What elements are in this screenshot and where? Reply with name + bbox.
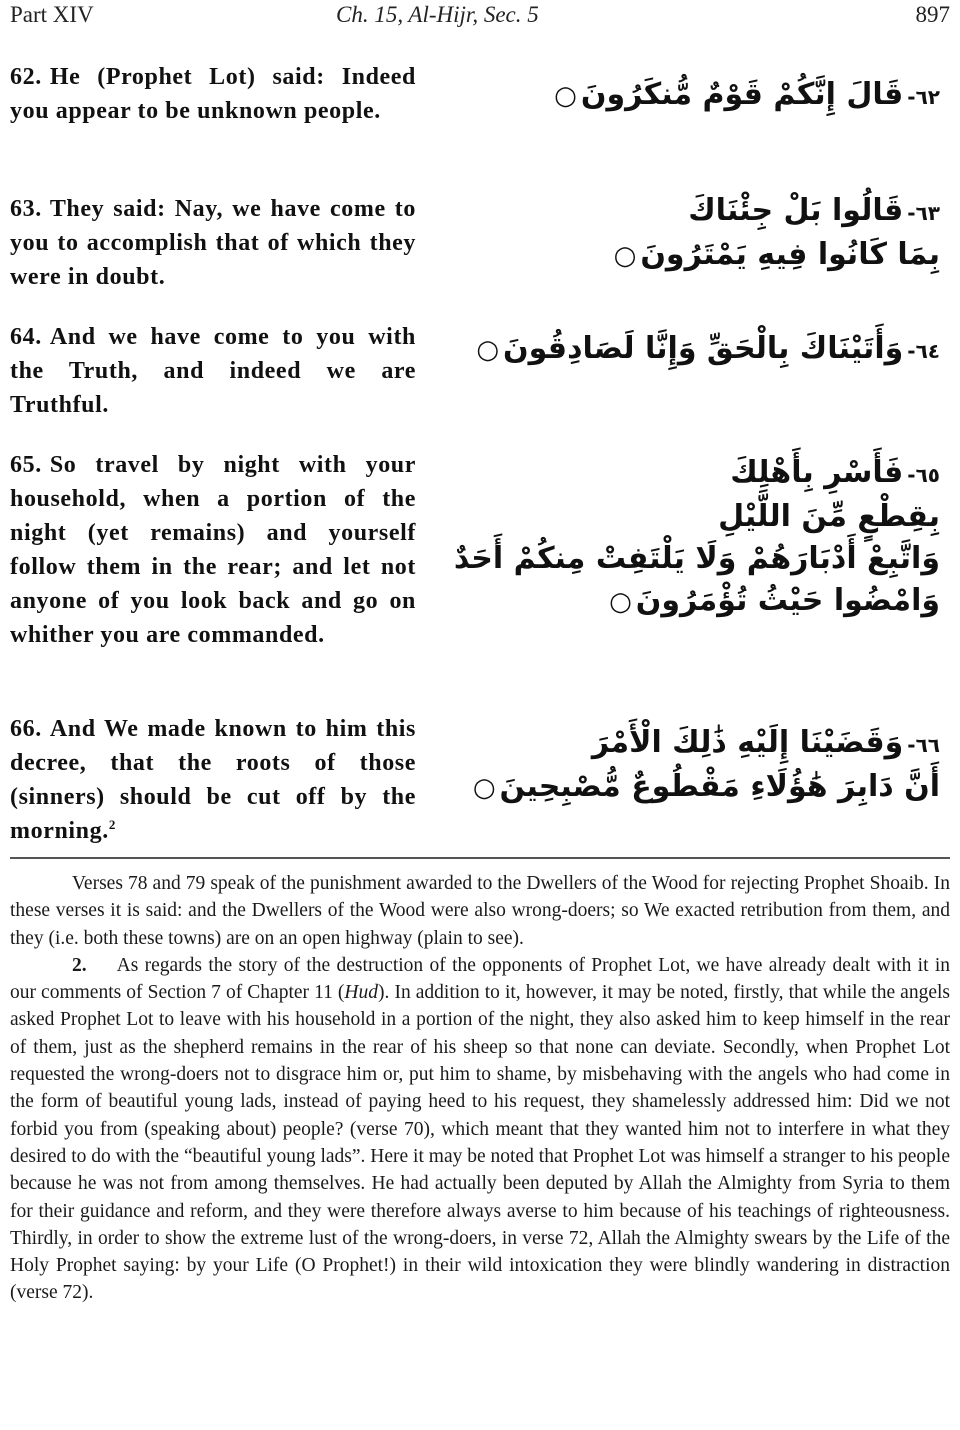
footnote-marker[interactable]: 2 [108, 817, 116, 832]
arabic-line: بِمَا كَانُوا فِيهِ يَمْتَرُونَ○ [613, 237, 940, 272]
verse-end-icon: ○ [476, 335, 500, 365]
verse-translation [10, 192, 416, 294]
verse-number: 64. [10, 324, 42, 350]
verse-number: 65. [10, 452, 42, 478]
arabic-line: وَاتَّبِعْ أَدْبَارَهُمْ وَلَا يَلْتَفِتْ مِنكُمْ أَحَدٌ [453, 541, 940, 576]
verse-arabic [500, 74, 940, 118]
verse-translation [10, 712, 416, 848]
page-header [10, 2, 950, 34]
verse-text: He (Prophet Lot) said: Indeed you appear to be unknown people. [10, 64, 416, 124]
verse-number: 66. [10, 716, 42, 742]
chapter-title: Ch. 15, Al-Hijr, Sec. 5 [336, 2, 539, 27]
arabic-verse-number: ٦٤- [907, 339, 940, 363]
verse-arabic [453, 452, 940, 623]
page-number: 897 [915, 2, 950, 27]
part-label: Part XIV [10, 2, 94, 27]
footnote-divider [10, 857, 950, 859]
verse-arabic [476, 328, 940, 372]
arabic-line: ٦٥-فَأَسْرِ بِأَهْلِكَ [730, 455, 940, 490]
verse-end-icon: ○ [613, 241, 637, 271]
arabic-line: بِقِطْعٍ مِّنَ اللَّيْلِ [718, 499, 940, 534]
verse-text: So travel by night with your household, when a portion of the night (yet remains) and yourself follow them in the rear; and let not anyone of you look back and go on whither you are commanded. [10, 452, 416, 648]
verse-arabic [472, 722, 940, 809]
verse-arabic [500, 190, 940, 277]
footnote-number: 2. [72, 954, 87, 976]
arabic-line: ٦٦-وَقَضَيْنَا إِلَيْهِ ذَٰلِكَ الْأَمْرَ [591, 725, 940, 760]
arabic-line: أَنَّ دَابِرَ هَٰؤُلَاءِ مَقْطُوعٌ مُّصْبِحِينَ○ [472, 769, 940, 804]
footnote-continuation: Verses 78 and 79 speak of the punishment awarded to the Dwellers of the Wood for rejecting Prophet Shoaib. In these verses it is said: and the Dwellers of the Wood were also wrong-doers; so We exacted retribution from them, and they (i.e. both these towns) are on an open highway (plain to see). [10, 873, 950, 949]
arabic-verse-number: ٦٦- [907, 733, 940, 757]
chapter-reference: Hud [344, 982, 379, 1004]
verse-translation [10, 320, 416, 422]
arabic-verse-number: ٦٥- [907, 463, 940, 487]
arabic-line: ٦٣-قَالُوا بَلْ جِئْنَاكَ [688, 193, 940, 228]
verse-text: And We made known to him this decree, that the roots of those (sinners) should be cut off by the morning. [10, 716, 416, 844]
footnotes-section [10, 870, 950, 1307]
verse-translation [10, 448, 416, 652]
verse-end-icon: ○ [554, 81, 577, 111]
arabic-line: ٦٤-وَأَتَيْنَاكَ بِالْحَقِّ وَإِنَّا لَصَادِقُونَ○ [476, 331, 940, 366]
verse-translation [10, 60, 416, 128]
arabic-verse-number: ٦٣- [907, 201, 940, 225]
verse-text: And we have come to you with the Truth, and indeed we are Truthful. [10, 324, 416, 418]
verse-text: They said: Nay, we have come to you to accomplish that of which they were in doubt. [10, 196, 416, 290]
footnote-2: 2. As regards the story of the destruction of the opponents of Prophet Lot, we have already dealt with it in our comments of Section 7 of Chapter 11 (Hud). In addition to it, however, it may be noted, firstly, that while the angels asked Prophet Lot to leave with his household in a portion of the night, they also asked him to keep himself in the rear of them, just as the shepherd remains in the rear of his sheep so that none can deviate. Secondly, when Prophet Lot requested the wrong-doers not to disgrace him or, put him to shame, by misbehaving with the angels who had come in the form of beautiful young lads, instead of paying heed to his request, they shamelessly addressed him: Did we not forbid you from (speaking about) people? (verse 70), which meant that they wanted him not to interfere in what they desired to do with the “beautiful young lads”. Here it may be noted that Prophet Lot was himself a stranger to his people because he was not from among themselves. He had actually been deputed by Allah the Almighty from Syria to them for their guidance and reform, and they were therefore always averse to him because of his teachings of righteousness. Thirdly, in order to show the extreme lust of the wrong-doers, in verse 72, Allah the Almighty swears by the Life of the Holy Prophet saying: by your Life (O Prophet!) in their wild intoxication they were blindly wandering in distraction (verse 72). [10, 954, 951, 1304]
verse-number: 63. [10, 196, 42, 222]
arabic-line: وَامْضُوا حَيْثُ تُؤْمَرُونَ○ [609, 583, 940, 618]
verse-end-icon: ○ [472, 773, 496, 803]
verse-end-icon: ○ [609, 587, 632, 617]
verse-number: 62. [10, 64, 42, 90]
arabic-line: ٦٢-قَالَ إِنَّكُمْ قَوْمٌ مُّنكَرُونَ○ [554, 77, 940, 112]
arabic-verse-number: ٦٢- [907, 85, 940, 109]
